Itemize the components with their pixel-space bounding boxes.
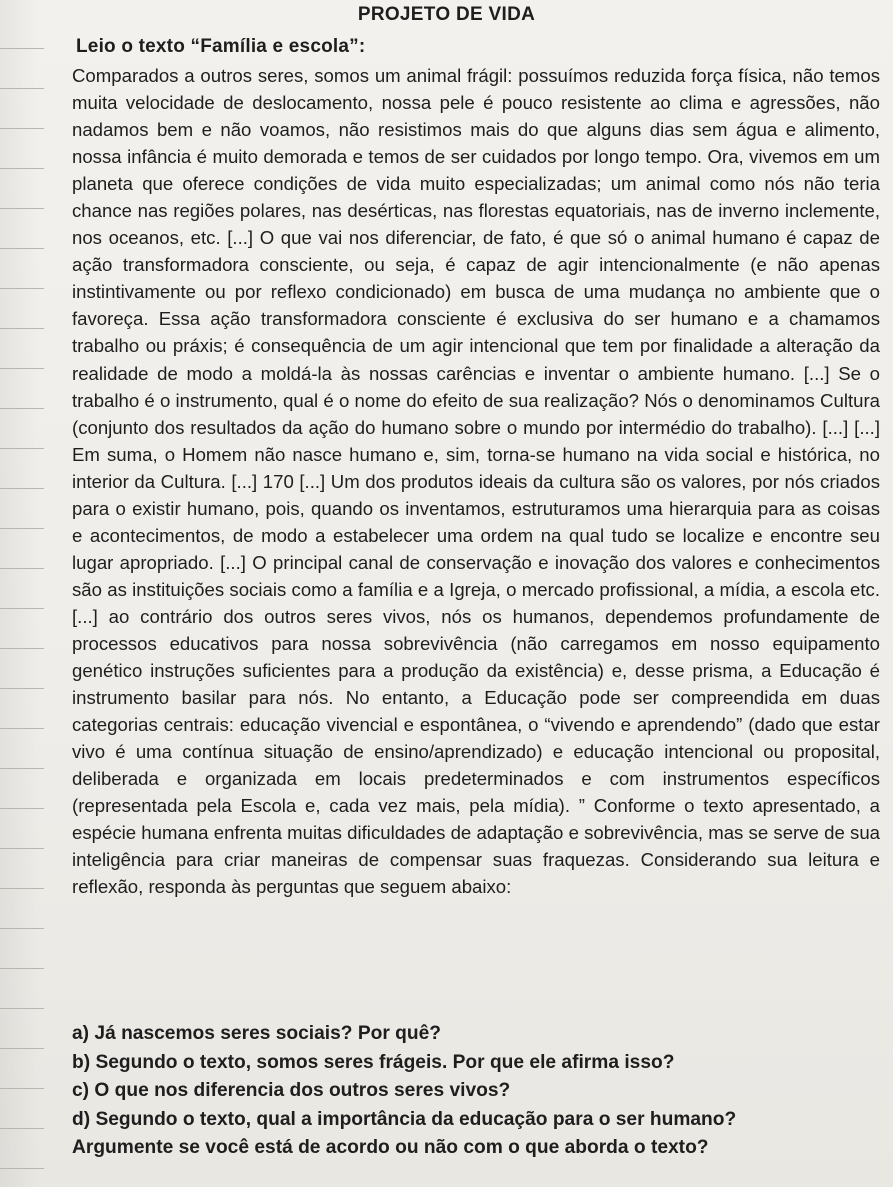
ruled-line (0, 448, 44, 449)
ruled-line (0, 688, 44, 689)
question-d: d) Segundo o texto, qual a importância da educação para o ser humano? (72, 1108, 737, 1130)
ruled-line (0, 648, 44, 649)
notebook-margin-lines (0, 0, 46, 1187)
ruled-line (0, 208, 44, 209)
ruled-line (0, 368, 44, 369)
ruled-line (0, 488, 44, 489)
ruled-line (0, 928, 44, 929)
ruled-line (0, 88, 44, 89)
ruled-line (0, 168, 44, 169)
ruled-line (0, 1088, 44, 1089)
ruled-line (0, 128, 44, 129)
ruled-line (0, 888, 44, 889)
ruled-line (0, 248, 44, 249)
question-list (72, 1020, 882, 1163)
ruled-line (0, 728, 44, 729)
ruled-line (0, 848, 44, 849)
ruled-line (0, 568, 44, 569)
ruled-line (0, 48, 44, 49)
question-b: b) Segundo o texto, somos seres frágeis. Por que ele afirma isso? (72, 1051, 675, 1073)
text-passage: Comparados a outros seres, somos um animal frágil: possuímos reduzida força física, não temos muita velocidade de deslocamento, nossa pele é pouco resistente ao clima e agressões, não nadamos bem e não voamos, não resistimos mais do que alguns dias sem água e alimento, nossa infância é muito demorada e temos de ser cuidados por longo tempo. Ora, vivemos em um planeta que oferece condições de vida muito especializadas; um animal como nós não teria chance nas regiões polares, nas desérticas, nas florestas equatoriais, nas de inverno inclemente, nos oceanos, etc. [...] O que vai nos diferenciar, de fato, é que só o animal humano é capaz de ação transformadora consciente, ou seja, é capaz de agir intencionalmente (e não apenas instintivamente ou por reflexo condicionado) em busca de uma mudança no ambiente que o favoreça. Essa ação transformadora consciente é exclusiva do ser humano e a chamamos trabalho ou práxis; é consequência de um agir intencional que tem por finalidade a alteração da realidade de modo a moldá-la às nossas carências e inventar o ambiente humano. [...] Se o trabalho é o instrumento, qual é o nome do efeito de sua realização? Nós o denominamos Cultura (conjunto dos resultados da ação do humano sobre o mundo por intermédio do trabalho). [...] [...] Em suma, o Homem não nasce humano e, sim, torna-se humano na vida social e histórica, no interior da Cultura. [...] 170 [...] Um dos produtos ideais da cultura são os valores, por nós criados para o existir humano, pois, quando os inventamos, estruturamos uma hierarquia para as coisas e acontecimentos, de modo a estabelecer uma ordem na qual tudo se localize e encontre seu lugar apropriado. [...] O principal canal de conservação e inovação dos valores e conhecimentos são as instituições sociais como a família e a Igreja, o mercado profissional, a mídia, a escola etc.[...] ao contrário dos outros seres vivos, nós os humanos, dependemos profundamente de processos educativos para nossa sobrevivência (não carregamos em nosso equipamento genético instruções suficientes para a produção da existência) e, desse prisma, a Educação é instrumento basilar para nós. No entanto, a Educação pode ser compreendida em duas categorias centrais: educação vivencial e espontânea, o “vivendo e aprendendo” (dado que estar vivo é uma contínua situação de ensino/aprendizado) e educação intencional ou proposital, deliberada e organizada em locais predeterminados e com instrumentos específicos (representada pela Escola e, cada vez mais, pela mídia). ” Conforme o texto apresentado, a espécie humana enfrenta muitas dificuldades de adaptação e sobrevivência, mas se serve de sua inteligência para criar maneiras de compensar suas fraquezas. Considerando sua leitura e reflexão, responda às perguntas que seguem abaixo: (72, 65, 880, 898)
ruled-line (0, 968, 44, 969)
ruled-line (0, 328, 44, 329)
reading-instruction: Leio o texto “Família e escola”: (76, 36, 366, 57)
page-title: PROJETO DE VIDA (357, 4, 536, 25)
ruled-line (0, 1008, 44, 1009)
question-a: a) Já nascemos seres sociais? Por quê? (72, 1023, 442, 1044)
ruled-line (0, 608, 44, 609)
ruled-line (0, 808, 44, 809)
ruled-line (0, 768, 44, 769)
ruled-line (0, 1128, 44, 1129)
ruled-line (0, 528, 44, 529)
ruled-line (0, 408, 44, 409)
question-c: c) O que nos diferencia dos outros seres vivos? (72, 1080, 511, 1101)
ruled-line (0, 1048, 44, 1049)
ruled-line (0, 288, 44, 289)
ruled-line (0, 1168, 44, 1169)
question-d-argument: Argumente se você está de acordo ou não com o que aborda o texto? (72, 1137, 709, 1158)
